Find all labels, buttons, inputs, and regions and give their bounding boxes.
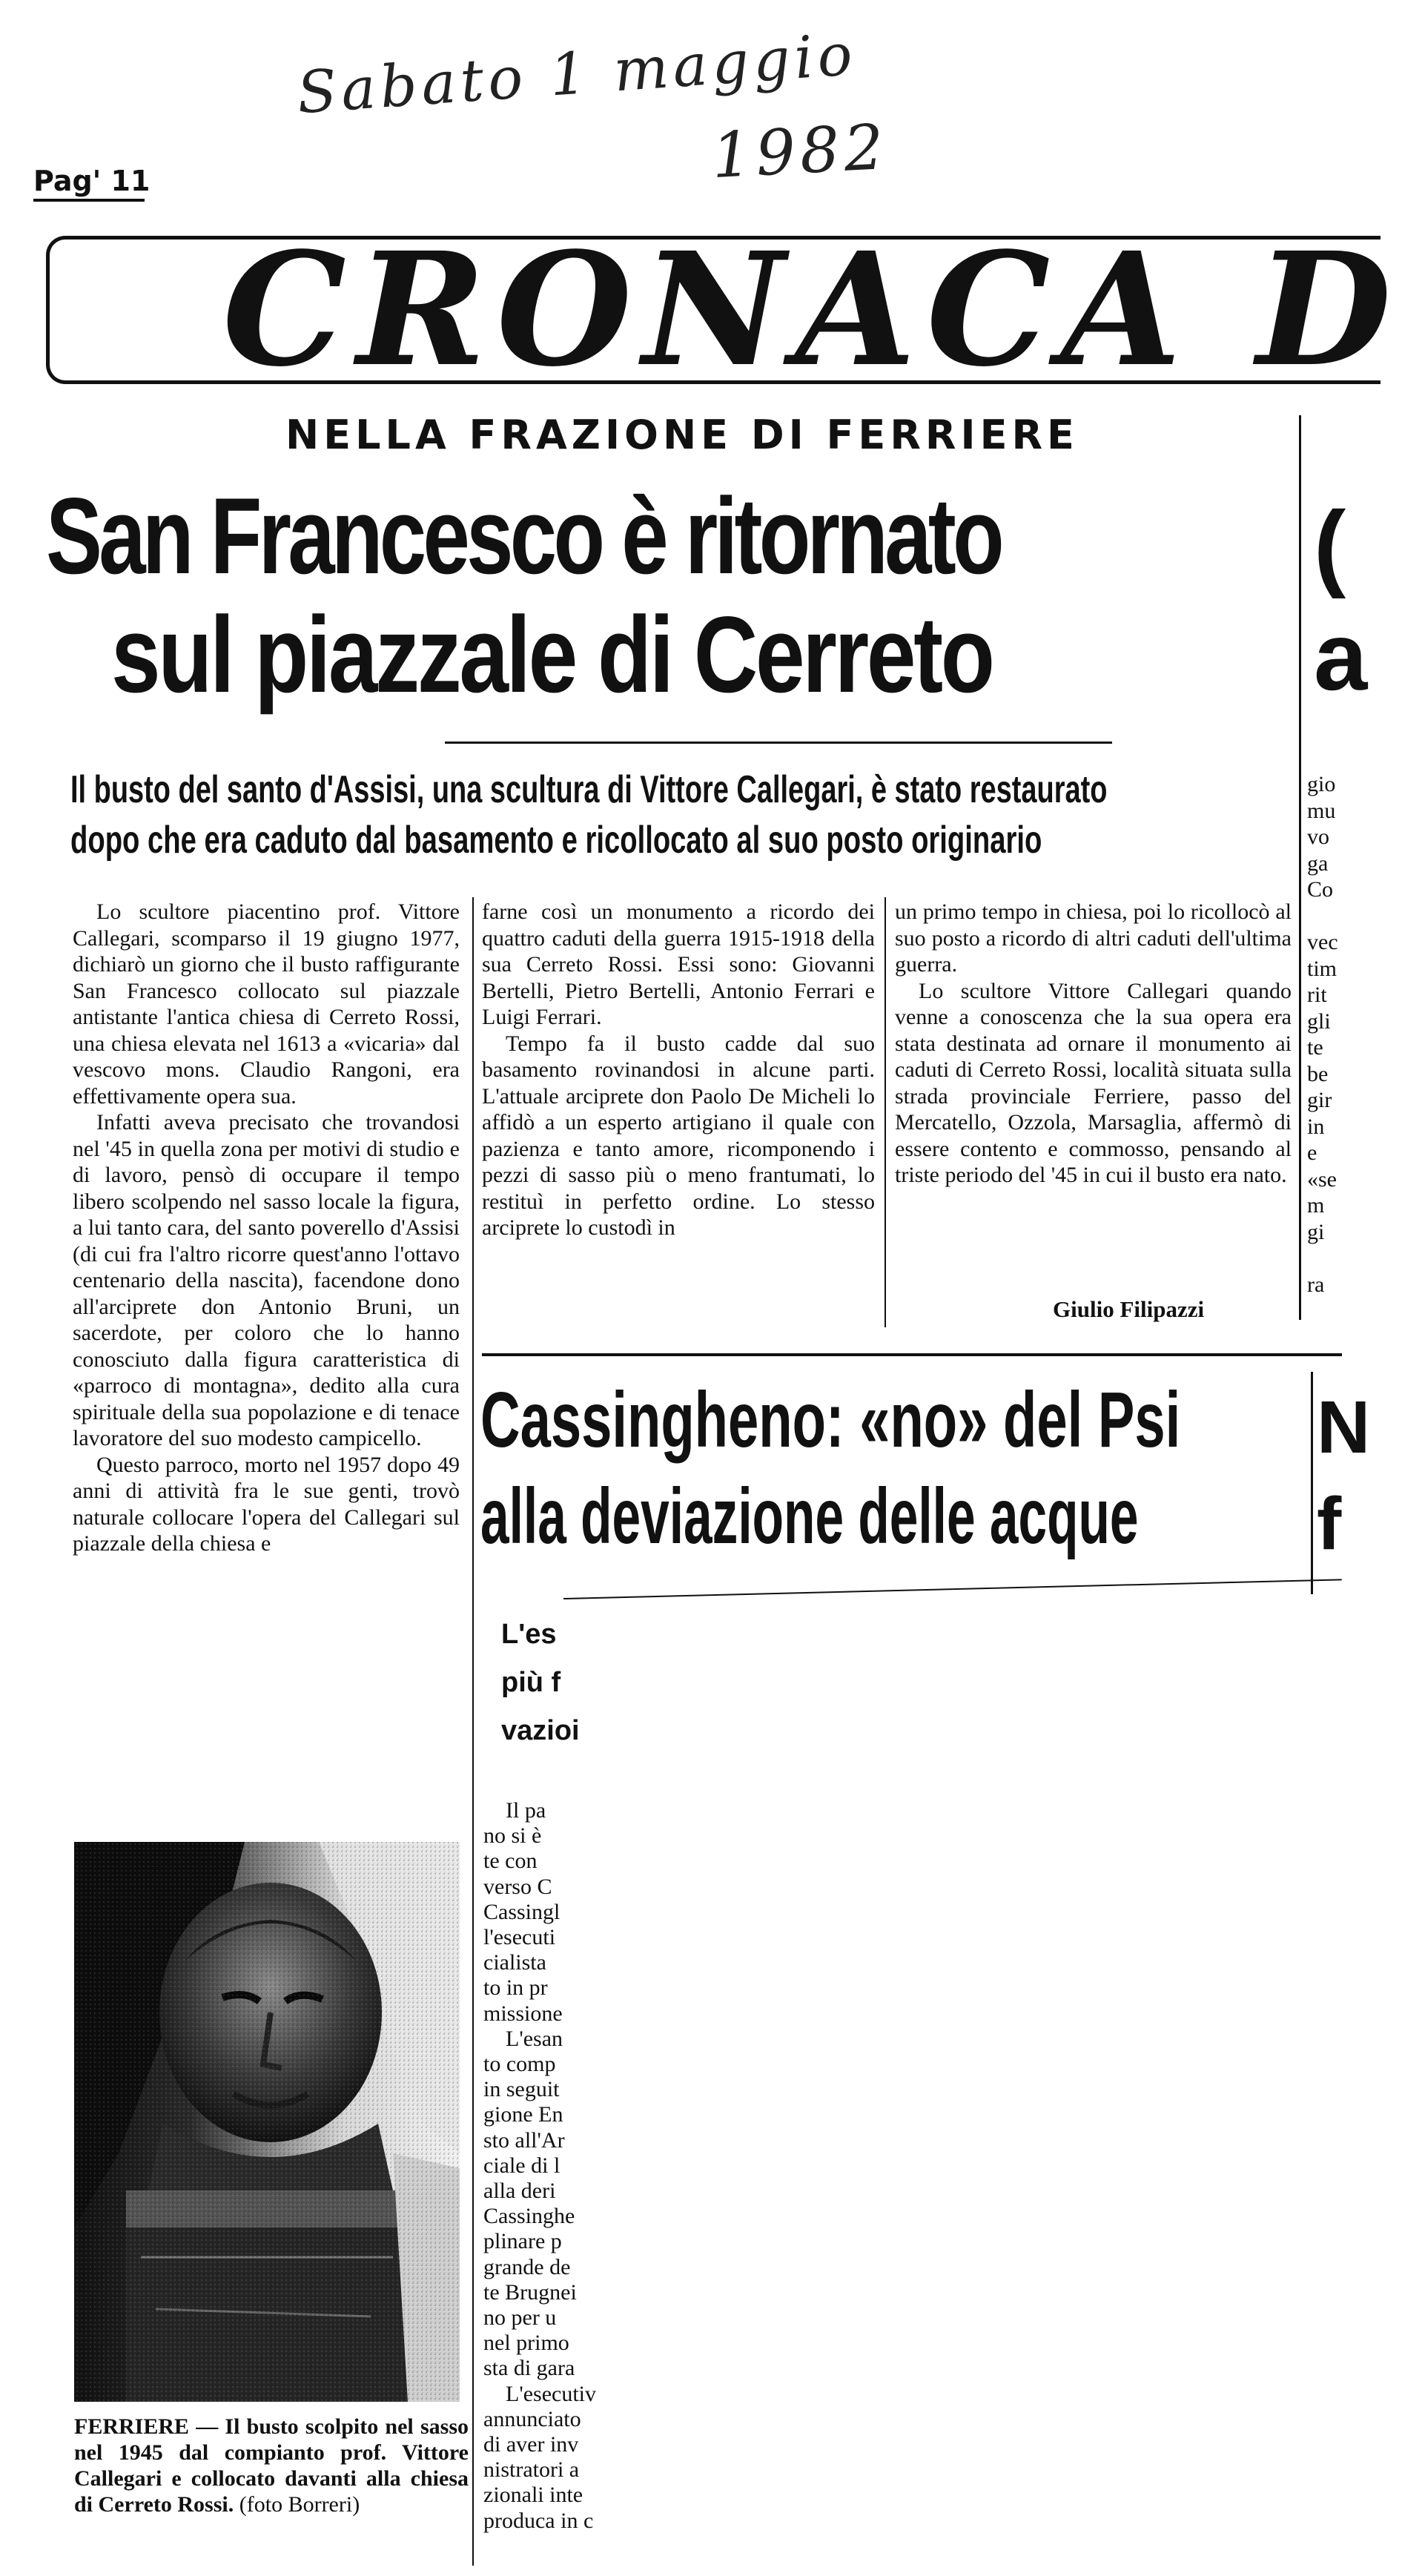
right-edge-headline-fragment: a xyxy=(1314,602,1368,710)
right-edge-text-line xyxy=(1307,1245,1341,1272)
second-body-line: L'esan xyxy=(506,2026,563,2051)
page-label-underline xyxy=(33,199,145,202)
second-body-line: sto all'Ar xyxy=(483,2127,565,2153)
headline-line-2: sul piazzale di Cerreto xyxy=(111,594,993,715)
second-subhead xyxy=(501,1611,580,1755)
article-paragraph: Lo scultore piacentino prof. Vittore Callegari, scomparso il 19 giugno 1977, dichiarò un giorno che il busto raffigurante San Francesco collocato sul piazzale antistante l'antica chiesa di Cerreto Rossi, una chiesa elevata nel 1613 a «vicaria» dal vescovo mons. Claudio Rangoni, era effettivamente opera sua. xyxy=(73,899,460,1109)
right-edge-lower-fragment: N xyxy=(1317,1386,1371,1469)
article-paragraph: Tempo fa il busto cadde dal suo basamento rovinandosi in alcune parti. L'attuale arciprete don Paolo De Micheli lo affidò a un esperto artigiano il quale con pazienza e tanto amore, ricomponendo i pezzi di sasso più o meno frantumati, lo restituì in perfetto ordine. Lo stesso arciprete lo custodì in xyxy=(482,1031,875,1240)
right-column-divider xyxy=(1299,415,1301,1320)
article-paragraph: Questo parroco, morto nel 1957 dopo 49 anni di attività fra le sue genti, trovò naturale collocare l'opera del Callegari sul piazzale della chiesa e xyxy=(73,1452,460,1556)
photo-caption-credit: (foto Borreri) xyxy=(239,2492,360,2517)
second-headline-line-1: Cassingheno: «no» del Psi xyxy=(480,1376,1181,1464)
second-subhead-line: più f xyxy=(501,1667,561,1698)
second-body-line: verso C xyxy=(483,1874,552,1899)
second-headline-line-2: alla deviazione delle acque xyxy=(480,1473,1139,1560)
second-article-body xyxy=(483,1798,595,2534)
second-body-line: gione En xyxy=(483,2102,563,2127)
right-edge-text-line: «se xyxy=(1307,1166,1337,1192)
right-edge-text-line: Co xyxy=(1307,877,1334,902)
second-body-line: annunciato xyxy=(483,2406,581,2431)
column-divider-1 xyxy=(472,897,474,2566)
column-divider-2 xyxy=(884,897,886,1327)
right-edge-text-line: in xyxy=(1307,1114,1325,1139)
photo-caption xyxy=(74,2414,469,2517)
second-body-line: to comp xyxy=(483,2052,556,2077)
right-edge-text-line: tim xyxy=(1307,956,1337,981)
bust-photo xyxy=(74,1842,460,2402)
byline: Giulio Filipazzi xyxy=(1053,1296,1205,1322)
right-edge-text-line: te xyxy=(1307,1035,1323,1060)
handwritten-date: Sabato 1 maggio xyxy=(294,21,859,128)
second-body-line: to in pr xyxy=(483,1975,548,2001)
article-column-2 xyxy=(482,899,875,1241)
right-edge-headline xyxy=(1314,489,1368,712)
second-headline-rule xyxy=(563,1579,1342,1599)
kicker: NELLA FRAZIONE DI FERRIERE xyxy=(285,412,1079,458)
right-edge-text-line: ga xyxy=(1307,851,1329,876)
second-body-line: sta di gara xyxy=(483,2356,575,2381)
page-label: Pag' 11 xyxy=(33,165,151,197)
second-body-line: no per u xyxy=(483,2305,557,2331)
article-column-3 xyxy=(895,899,1292,1189)
right-edge-text-line: vo xyxy=(1307,825,1329,849)
right-edge-text-line: m xyxy=(1307,1193,1325,1218)
second-body-line: in seguit xyxy=(483,2077,560,2102)
handwritten-year: 1982 xyxy=(710,110,890,193)
right-edge-text-line: e xyxy=(1307,1140,1317,1165)
article-paragraph: Lo scultore Vittore Callegari quando venne a conoscenza che la sua opera era stata destinata ad ornare il monumento ai caduti di Cerreto Rossi, località situata sulla strada provinciale Ferriere, passo del Mercatello, Ozzola, Marsaglia, affermò di essere contento e commosso, pensando al triste periodo del '45 in cui il busto era nato. xyxy=(895,978,1292,1187)
second-body-line: grande de xyxy=(483,2254,571,2279)
right-edge-text-line: gir xyxy=(1307,1088,1332,1112)
article-paragraph: un primo tempo in chiesa, poi lo ricollocò al suo posto a ricordo di altri caduti dell'ultima guerra. xyxy=(895,899,1292,977)
second-body-line: plinare p xyxy=(483,2229,562,2254)
right-edge-text-line: be xyxy=(1307,1061,1329,1086)
right-edge-lower-headline xyxy=(1317,1379,1371,1572)
second-body-line: te con xyxy=(483,1849,538,1874)
right-edge-text-line: gli xyxy=(1307,1008,1331,1034)
right-edge-text xyxy=(1307,771,1341,1298)
second-body-line: alla deri xyxy=(483,2179,556,2204)
right-lower-divider xyxy=(1311,1372,1313,1594)
masthead-title: CRONACA D xyxy=(222,218,1402,401)
second-body-line: di aver inv xyxy=(483,2432,579,2457)
right-edge-headline-fragment: ( xyxy=(1314,491,1346,599)
right-edge-text-line: gio xyxy=(1307,772,1336,796)
second-body-line: nel primo xyxy=(483,2331,569,2356)
section-rule xyxy=(482,1353,1342,1356)
right-edge-text-line xyxy=(1307,903,1341,930)
second-body-line: te Brugnei xyxy=(483,2279,577,2305)
right-edge-text-line: gi xyxy=(1307,1219,1325,1244)
second-body-line: missione xyxy=(483,2001,563,2026)
second-body-line: produca in c xyxy=(483,2508,594,2533)
second-body-line: ciale di l xyxy=(483,2153,561,2178)
second-subhead-line: vazioi xyxy=(501,1715,580,1746)
photo-caption-text: FERRIERE — Il busto scolpito nel sasso nel 1945 dal compianto prof. Vittore Callegari e collocato davanti alla chiesa di Cerreto Rossi. xyxy=(74,2414,469,2517)
second-body-line: L'esecutiv xyxy=(506,2381,597,2406)
second-body-line: Cassinghe xyxy=(483,2204,575,2229)
right-edge-text-line: rit xyxy=(1307,982,1327,1007)
second-body-line: zionali inte xyxy=(483,2483,583,2508)
second-body-line: l'esecuti xyxy=(483,1925,556,1950)
article-paragraph: Infatti aveva precisato che trovandosi nel '45 in quella zona per motivi di studio e di lavoro, pensò di occupare il tempo libero scolpendo nel sasso locale la figura, a lui tanto cara, del santo poverello d'Assisi (di cui fra l'altro ricorre quest'anno l'ottavo centenario della nascita), facendone dono all'arciprete don Antonio Bruni, un sacerdote, per coloro che lo hanno conosciuto dalla figura caratteristica di «parroco di montagna», dedito alla cura spirituale della sua popolazione e di tenace lavoratore del suo modesto campicello. xyxy=(73,1110,460,1450)
right-edge-lower-fragment: f xyxy=(1317,1482,1342,1565)
bust-photo-image xyxy=(74,1842,460,2402)
right-edge-text-line: vec xyxy=(1307,930,1338,954)
article-column-1 xyxy=(73,899,460,1557)
second-subhead-line: L'es xyxy=(501,1619,557,1650)
article-paragraph: farne così un monumento a ricordo dei quattro caduti della guerra 1915-1918 della sua Cerreto Rossi. Essi sono: Giovanni Bertelli, Pietro Bertelli, Antonio Ferrari e Luigi Ferrari. xyxy=(482,899,875,1029)
subhead-line-1: Il busto del santo d'Assisi, una scultura di Vittore Callegari, è stato restaurato xyxy=(70,768,1108,811)
right-edge-text-line: mu xyxy=(1307,798,1336,823)
second-body-line: cialista xyxy=(483,1950,546,1975)
second-body-line: nistratori a xyxy=(483,2457,580,2483)
second-body-line: Cassingl xyxy=(483,1899,561,1924)
second-body-line: Il pa xyxy=(506,1798,546,1823)
second-body-line: no si è xyxy=(483,1823,542,1849)
headline-line-1: San Francesco è ritornato xyxy=(46,475,1001,596)
headline-rule xyxy=(445,742,1112,744)
subhead-line-2: dopo che era caduto dal basamento e ricollocato al suo posto originario xyxy=(70,819,1042,862)
right-edge-text-line: ra xyxy=(1307,1272,1325,1297)
